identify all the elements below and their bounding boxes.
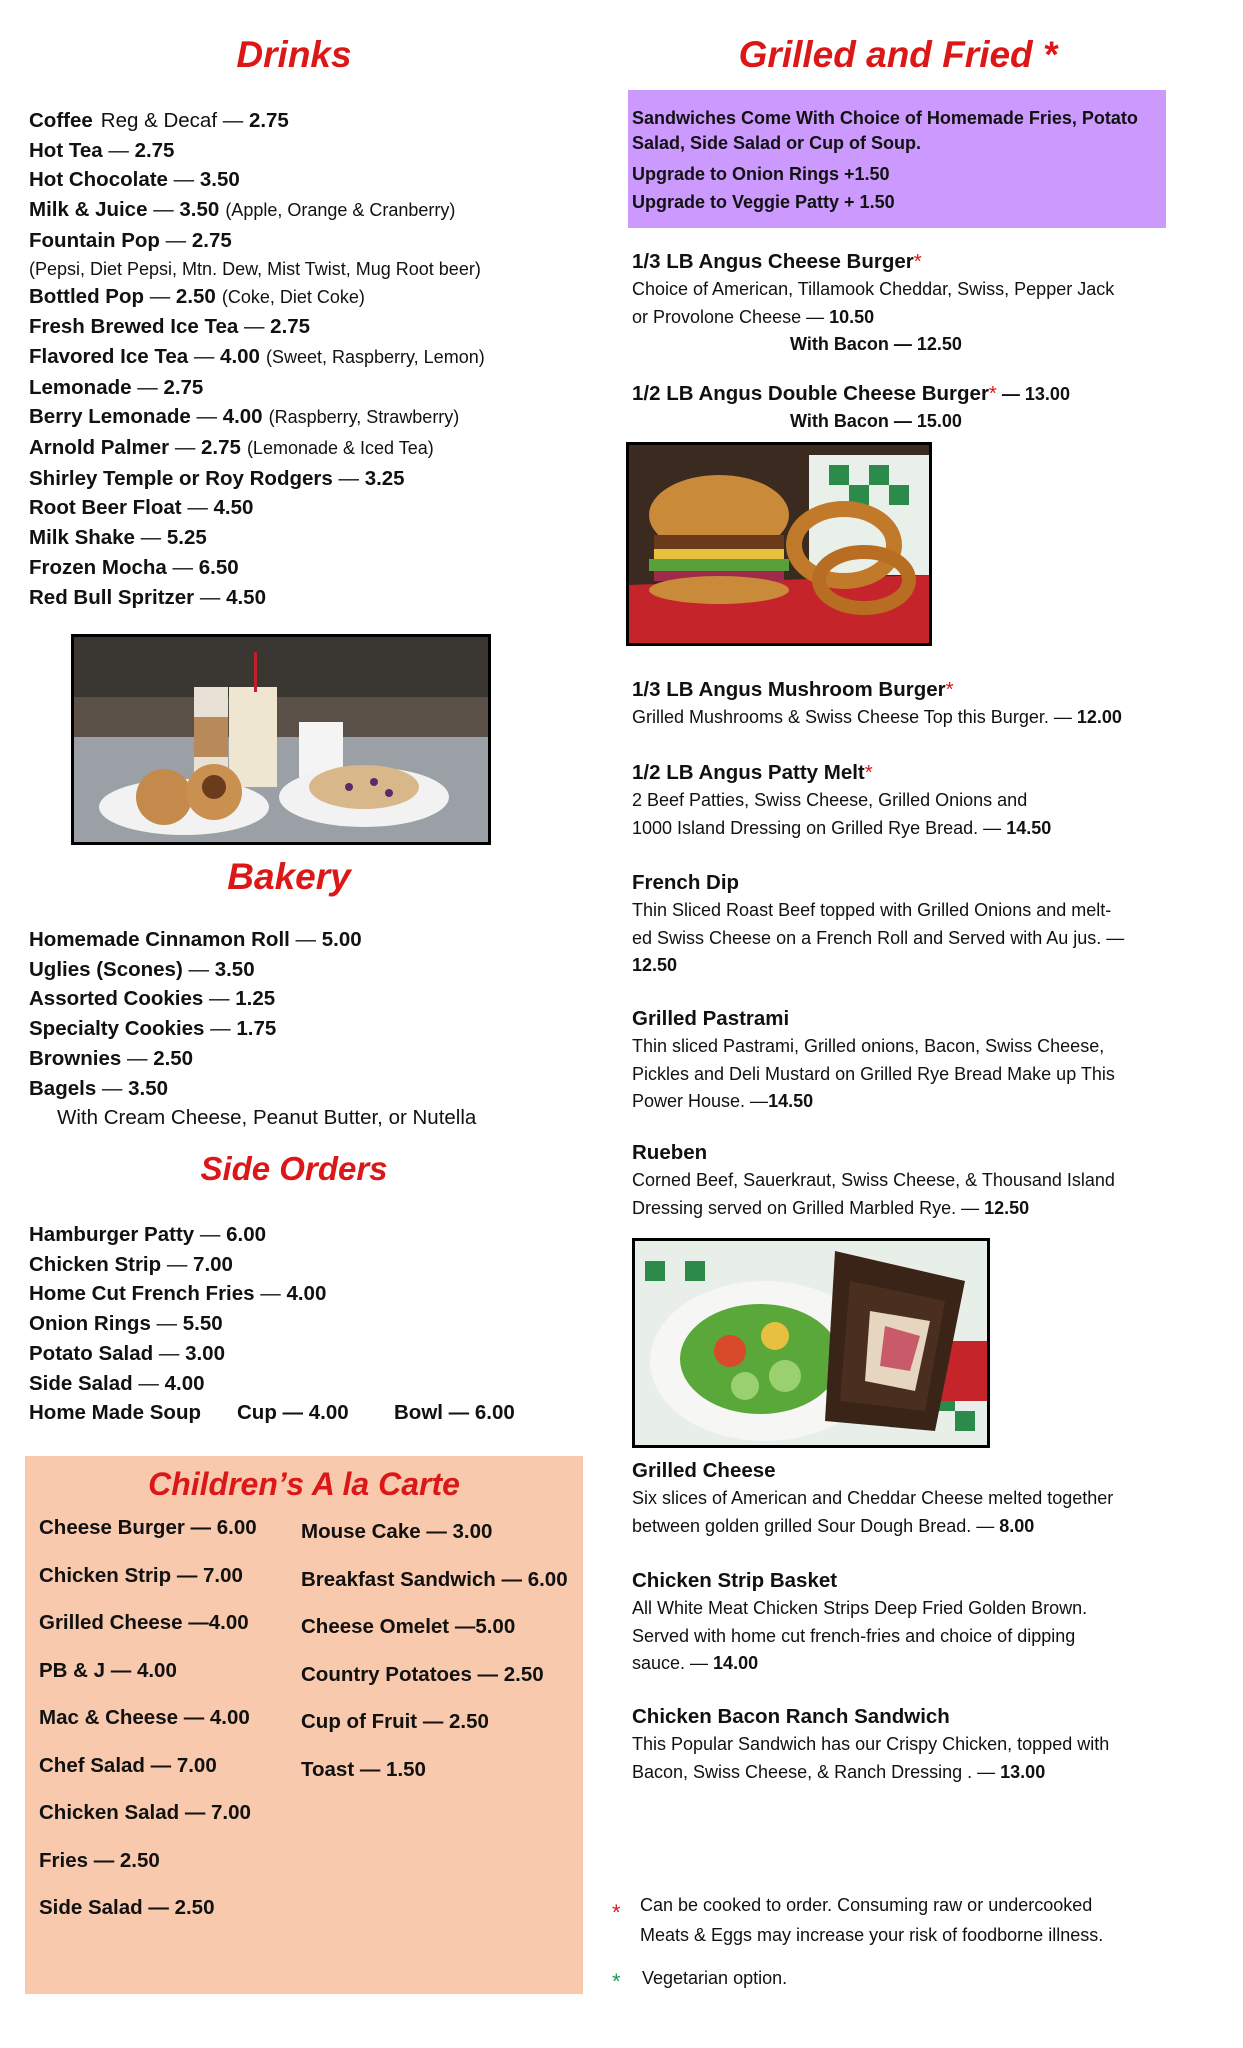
item-price: 2.75 bbox=[191, 228, 232, 252]
item-title: Grilled Cheese bbox=[632, 1459, 776, 1482]
item-price: 4.50 bbox=[226, 585, 266, 609]
item-desc: Six slices of American and Cheddar Cheese melted together bbox=[632, 1488, 1114, 1508]
item-name: Fountain Pop bbox=[29, 228, 166, 252]
item-name: Fresh Brewed Ice Tea bbox=[29, 315, 239, 339]
kids-item: Cup of Fruit — 2.50 bbox=[301, 1710, 489, 1733]
item-price: 4.00 bbox=[286, 1282, 327, 1306]
childrens-heading: Children’s A la Carte bbox=[148, 1466, 460, 1502]
bakery-item: Uglies (Scones) — 3.50 bbox=[29, 957, 255, 981]
promo-line-2: Salad, Side Salad or Cup of Soup. bbox=[632, 133, 922, 153]
item-name: Flavored Ice Tea bbox=[29, 344, 189, 368]
side-order-item: Home Cut French Fries — 4.00 bbox=[29, 1282, 327, 1306]
item-price: 3.25 bbox=[364, 466, 405, 490]
item-name: Bottled Pop bbox=[29, 284, 145, 308]
item-price: 13.00 bbox=[1000, 1761, 1046, 1782]
item-desc: Thin sliced Pastrami, Grilled onions, Bacon, Swiss Cheese, bbox=[632, 1036, 1105, 1056]
side-order-item: Chicken Strip — 7.00 bbox=[29, 1252, 233, 1276]
item-desc: Dressing served on Grilled Marbled Rye. — bbox=[632, 1197, 985, 1218]
drink-item: Frozen Mocha — 6.50 bbox=[29, 555, 239, 579]
promo-line-4: Upgrade to Veggie Patty + 1.50 bbox=[632, 192, 895, 212]
menu-item-patty-melt bbox=[632, 759, 1172, 842]
item-note: (Coke, Diet Coke) bbox=[221, 286, 365, 307]
item-price: 1.25 bbox=[235, 987, 276, 1011]
drink-item: Shirley Temple or Roy Rodgers — 3.25 bbox=[29, 466, 405, 490]
drink-item: Milk & Juice — 3.50 (Apple, Orange & Cranberry) bbox=[29, 198, 456, 222]
kids-item: Mouse Cake — 3.00 bbox=[301, 1520, 493, 1543]
item-price: 5.50 bbox=[182, 1312, 223, 1336]
item-name: Brownies bbox=[29, 1046, 122, 1070]
item-name: Arnold Palmer bbox=[29, 436, 170, 460]
kids-item: Grilled Cheese —4.00 bbox=[39, 1611, 249, 1634]
footnote-line: Meats & Eggs may increase your risk of foodborne illness. bbox=[640, 1925, 1104, 1945]
menu-item-grilled-pastrami bbox=[632, 1005, 1172, 1116]
grilled-fried-heading: Grilled and Fried * bbox=[738, 34, 1058, 75]
item-price: 3.50 bbox=[199, 168, 240, 192]
kids-item: Fries — 2.50 bbox=[39, 1848, 160, 1872]
item-name: Uglies (Scones) bbox=[29, 957, 183, 981]
kids-item: Chicken Salad — 7.00 bbox=[39, 1801, 251, 1824]
footnote-line: Can be cooked to order. Consuming raw or undercooked bbox=[640, 1895, 1093, 1915]
item-name: Red Bull Spritzer bbox=[29, 585, 195, 609]
kids-item: Chicken Strip — 7.00 bbox=[39, 1563, 243, 1587]
raw-star-icon: * bbox=[913, 250, 922, 273]
item-name: Assorted Cookies bbox=[29, 987, 204, 1011]
item-desc: All White Meat Chicken Strips Deep Fried Golden Brown. bbox=[632, 1598, 1088, 1618]
item-name: Shirley Temple or Roy Rodgers bbox=[29, 466, 333, 490]
item-price: 3.50 bbox=[179, 198, 220, 222]
item-desc: Pickles and Deli Mustard on Grilled Rye Bread Make up This bbox=[632, 1063, 1115, 1084]
menu-item-rueben bbox=[632, 1139, 1172, 1222]
red-asterisk-icon: * bbox=[612, 1900, 621, 1925]
item-name: Hot Chocolate bbox=[29, 168, 168, 192]
item-price: 10.50 bbox=[829, 306, 875, 327]
drink-item: Arnold Palmer — 2.75 (Lemonade & Iced Tea) bbox=[29, 436, 434, 460]
item-note: (Lemonade & Iced Tea) bbox=[246, 438, 434, 459]
kids-item: Chef Salad — 7.00 bbox=[39, 1753, 217, 1777]
item-title: Rueben bbox=[632, 1141, 708, 1164]
raw-star-icon: * bbox=[988, 382, 997, 405]
item-name: Berry Lemonade bbox=[29, 405, 191, 429]
item-note: (Raspberry, Strawberry) bbox=[268, 407, 460, 428]
item-name: Onion Rings bbox=[29, 1312, 151, 1336]
footnote-line: Vegetarian option. bbox=[642, 1968, 788, 1988]
item-title: 1/2 LB Angus Patty Melt bbox=[632, 761, 865, 784]
soup-name: Home Made Soup bbox=[29, 1401, 201, 1424]
item-price: 5.00 bbox=[321, 928, 362, 951]
raw-star-icon: * bbox=[864, 761, 873, 784]
item-desc: 2 Beef Patties, Swiss Cheese, Grilled Onions and bbox=[632, 790, 1028, 810]
soup-row bbox=[29, 1398, 515, 1428]
item-price: 4.00 bbox=[164, 1371, 205, 1395]
item-price: 3.50 bbox=[128, 1076, 169, 1100]
item-desc: Corned Beef, Sauerkraut, Swiss Cheese, & Thousand Island bbox=[632, 1170, 1115, 1190]
drink-item: Fountain Pop — 2.75 bbox=[29, 228, 232, 252]
item-title: Chicken Strip Basket bbox=[632, 1569, 838, 1592]
item-desc: between golden grilled Sour Dough Bread. — bbox=[632, 1515, 1000, 1536]
item-detail: Reg & Decaf bbox=[100, 109, 218, 132]
item-price: 2.50 bbox=[153, 1046, 194, 1070]
item-desc: 1000 Island Dressing on Grilled Rye Bread. — bbox=[632, 817, 1007, 838]
drink-item: Fresh Brewed Ice Tea — 2.75 bbox=[29, 315, 311, 339]
drink-item: Hot Tea — 2.75 bbox=[29, 138, 175, 162]
bacon-option: With Bacon — 15.00 bbox=[790, 411, 962, 431]
item-name: Chicken Strip bbox=[29, 1252, 162, 1276]
item-price: 12.50 bbox=[984, 1197, 1030, 1218]
item-name: Milk Shake bbox=[29, 526, 135, 550]
item-name: Coffee bbox=[29, 109, 93, 132]
vegetarian-footnote bbox=[612, 1963, 787, 1993]
item-price: 6.00 bbox=[226, 1223, 266, 1246]
menu-item-grilled-cheese bbox=[632, 1457, 1172, 1540]
bakery-item: Homemade Cinnamon Roll — 5.00 bbox=[29, 928, 362, 951]
bacon-option: With Bacon — 12.50 bbox=[790, 334, 962, 354]
bakery-item: Assorted Cookies — 1.25 bbox=[29, 987, 276, 1011]
item-name: Root Beer Float bbox=[29, 496, 182, 520]
promo-line-1: Sandwiches Come With Choice of Homemade Fries, Potato bbox=[632, 108, 1138, 128]
item-name: Lemonade bbox=[29, 375, 132, 399]
item-desc: Served with home cut french-fries and choice of dipping bbox=[632, 1625, 1076, 1646]
item-desc: This Popular Sandwich has our Crispy Chicken, topped with bbox=[632, 1734, 1110, 1754]
kids-item: Mac & Cheese — 4.00 bbox=[39, 1706, 250, 1729]
promo-line-3: Upgrade to Onion Rings +1.50 bbox=[632, 164, 890, 184]
drink-item: Berry Lemonade — 4.00 (Raspberry, Strawberry) bbox=[29, 405, 460, 429]
menu-item-chicken-bacon-ranch bbox=[632, 1703, 1172, 1786]
side-order-item: Onion Rings — 5.50 bbox=[29, 1312, 223, 1336]
drink-item: Coffee Reg & Decaf — 2.75 bbox=[29, 109, 289, 132]
item-name: Home Cut French Fries bbox=[29, 1282, 255, 1306]
drinks-list bbox=[29, 106, 589, 612]
drink-item: Red Bull Spritzer — 4.50 bbox=[29, 585, 266, 609]
item-price: 6.50 bbox=[198, 555, 239, 579]
soup-bowl: Bowl — 6.00 bbox=[394, 1401, 515, 1424]
item-name: Hamburger Patty bbox=[29, 1223, 195, 1246]
item-title: 1/2 LB Angus Double Cheese Burger bbox=[632, 382, 989, 405]
item-price: 2.50 bbox=[175, 284, 216, 308]
kids-item: Cheese Omelet —5.00 bbox=[301, 1615, 516, 1638]
item-price: 3.00 bbox=[185, 1341, 225, 1365]
drink-item: Lemonade — 2.75 bbox=[29, 375, 204, 399]
kids-column-2 bbox=[301, 1520, 568, 1805]
item-note: (Apple, Orange & Cranberry) bbox=[225, 200, 456, 221]
kids-item: Side Salad — 2.50 bbox=[39, 1896, 215, 1919]
drink-item: Bottled Pop — 2.50 (Coke, Diet Coke) bbox=[29, 284, 365, 308]
item-price: 2.75 bbox=[201, 436, 241, 460]
item-name: Side Salad bbox=[29, 1371, 133, 1395]
item-price: 14.50 bbox=[768, 1091, 814, 1111]
item-price: 5.25 bbox=[166, 526, 207, 550]
raw-star-icon: * bbox=[945, 678, 954, 701]
item-price: 12.00 bbox=[1076, 707, 1122, 727]
menu-item-mushroom-burger bbox=[632, 676, 1172, 732]
item-desc: Bacon, Swiss Cheese, & Ranch Dressing . — bbox=[632, 1761, 1001, 1782]
bakery-item: Brownies — 2.50 bbox=[29, 1046, 194, 1070]
item-price: 2.75 bbox=[248, 109, 289, 132]
kids-item: PB & J — 4.00 bbox=[39, 1658, 177, 1682]
item-name: Milk & Juice bbox=[29, 198, 148, 222]
item-price: 14.00 bbox=[713, 1653, 759, 1673]
menu-item-french-dip bbox=[632, 869, 1172, 980]
drink-item: Milk Shake — 5.25 bbox=[29, 526, 207, 550]
soup-cup: Cup — 4.00 bbox=[237, 1401, 349, 1424]
item-price: 8.00 bbox=[999, 1515, 1035, 1536]
item-name: Specialty Cookies bbox=[29, 1017, 205, 1041]
side-order-item: Side Salad — 4.00 bbox=[29, 1371, 205, 1395]
menu-item-double-burger bbox=[632, 380, 1172, 436]
bakery-heading: Bakery bbox=[227, 856, 351, 897]
item-title: Chicken Bacon Ranch Sandwich bbox=[632, 1705, 950, 1728]
kids-column-1 bbox=[39, 1516, 257, 1944]
item-price: 3.50 bbox=[214, 957, 255, 981]
item-price: 4.00 bbox=[222, 405, 263, 429]
item-price: 2.75 bbox=[163, 375, 204, 399]
kids-item: Breakfast Sandwich — 6.00 bbox=[301, 1567, 568, 1591]
item-name: Homemade Cinnamon Roll bbox=[29, 928, 290, 951]
item-desc: Thin Sliced Roast Beef topped with Grilled Onions and melt- bbox=[632, 900, 1112, 920]
item-desc: Choice of American, Tillamook Cheddar, Swiss, Pepper Jack bbox=[632, 279, 1115, 299]
kids-item: Cheese Burger — 6.00 bbox=[39, 1516, 257, 1539]
item-name: Hot Tea bbox=[29, 138, 103, 162]
item-price: 4.00 bbox=[220, 344, 260, 368]
item-title: Grilled Pastrami bbox=[632, 1007, 790, 1030]
item-price: 7.00 bbox=[193, 1252, 233, 1276]
drinks-photo bbox=[71, 634, 491, 845]
item-price: 2.75 bbox=[134, 138, 175, 162]
raw-food-footnote bbox=[612, 1890, 1103, 1950]
item-price: 2.75 bbox=[270, 315, 311, 339]
item-price: 14.50 bbox=[1006, 817, 1052, 838]
side-order-item: Hamburger Patty — 6.00 bbox=[29, 1223, 266, 1246]
item-desc: or Provolone Cheese — bbox=[632, 306, 830, 327]
drinks-heading: Drinks bbox=[236, 34, 352, 75]
kids-item: Toast — 1.50 bbox=[301, 1757, 426, 1781]
side-orders-list bbox=[29, 1220, 589, 1398]
side-order-item: Potato Salad — 3.00 bbox=[29, 1341, 225, 1365]
item-desc: Power House. — bbox=[632, 1091, 769, 1111]
bakery-item: Specialty Cookies — 1.75 bbox=[29, 1017, 277, 1041]
item-price: 1.75 bbox=[236, 1017, 277, 1041]
rueben-photo bbox=[632, 1238, 990, 1448]
green-asterisk-icon: * bbox=[612, 1969, 621, 1994]
item-price: — 13.00 bbox=[996, 384, 1070, 404]
item-desc: Grilled Mushrooms & Swiss Cheese Top this Burger. — bbox=[632, 707, 1077, 727]
bakery-item: Bagels — 3.50 bbox=[29, 1076, 169, 1100]
sandwich-promo-box bbox=[628, 90, 1166, 228]
item-title: 1/3 LB Angus Cheese Burger bbox=[632, 250, 914, 273]
bakery-list bbox=[29, 925, 589, 1103]
item-name: Bagels bbox=[29, 1076, 97, 1100]
item-desc: ed Swiss Cheese on a French Roll and Served with Au jus. — bbox=[632, 927, 1125, 948]
item-desc: sauce. — bbox=[632, 1653, 714, 1673]
item-sub-note: (Pepsi, Diet Pepsi, Mtn. Dew, Mist Twist, Mug Root beer) bbox=[29, 258, 481, 279]
drink-item: Root Beer Float — 4.50 bbox=[29, 496, 254, 520]
drink-item: Flavored Ice Tea — 4.00 (Sweet, Raspberry, Lemon) bbox=[29, 344, 485, 368]
side-orders-heading: Side Orders bbox=[200, 1150, 388, 1187]
drink-item: Hot Chocolate — 3.50 bbox=[29, 168, 240, 192]
item-name: Frozen Mocha bbox=[29, 555, 167, 579]
menu-item-cheese-burger bbox=[632, 248, 1172, 359]
bagel-note: With Cream Cheese, Peanut Butter, or Nutella bbox=[57, 1106, 477, 1129]
burger-photo bbox=[626, 442, 932, 646]
item-price: 4.50 bbox=[213, 496, 254, 520]
kids-item: Country Potatoes — 2.50 bbox=[301, 1662, 544, 1686]
item-title: French Dip bbox=[632, 871, 740, 894]
childrens-menu-box bbox=[25, 1456, 583, 1994]
item-note: (Sweet, Raspberry, Lemon) bbox=[265, 346, 485, 367]
item-title: 1/3 LB Angus Mushroom Burger bbox=[632, 678, 946, 701]
item-price: 12.50 bbox=[632, 955, 678, 975]
menu-item-chicken-strip-basket bbox=[632, 1567, 1172, 1678]
item-name: Potato Salad bbox=[29, 1341, 154, 1365]
